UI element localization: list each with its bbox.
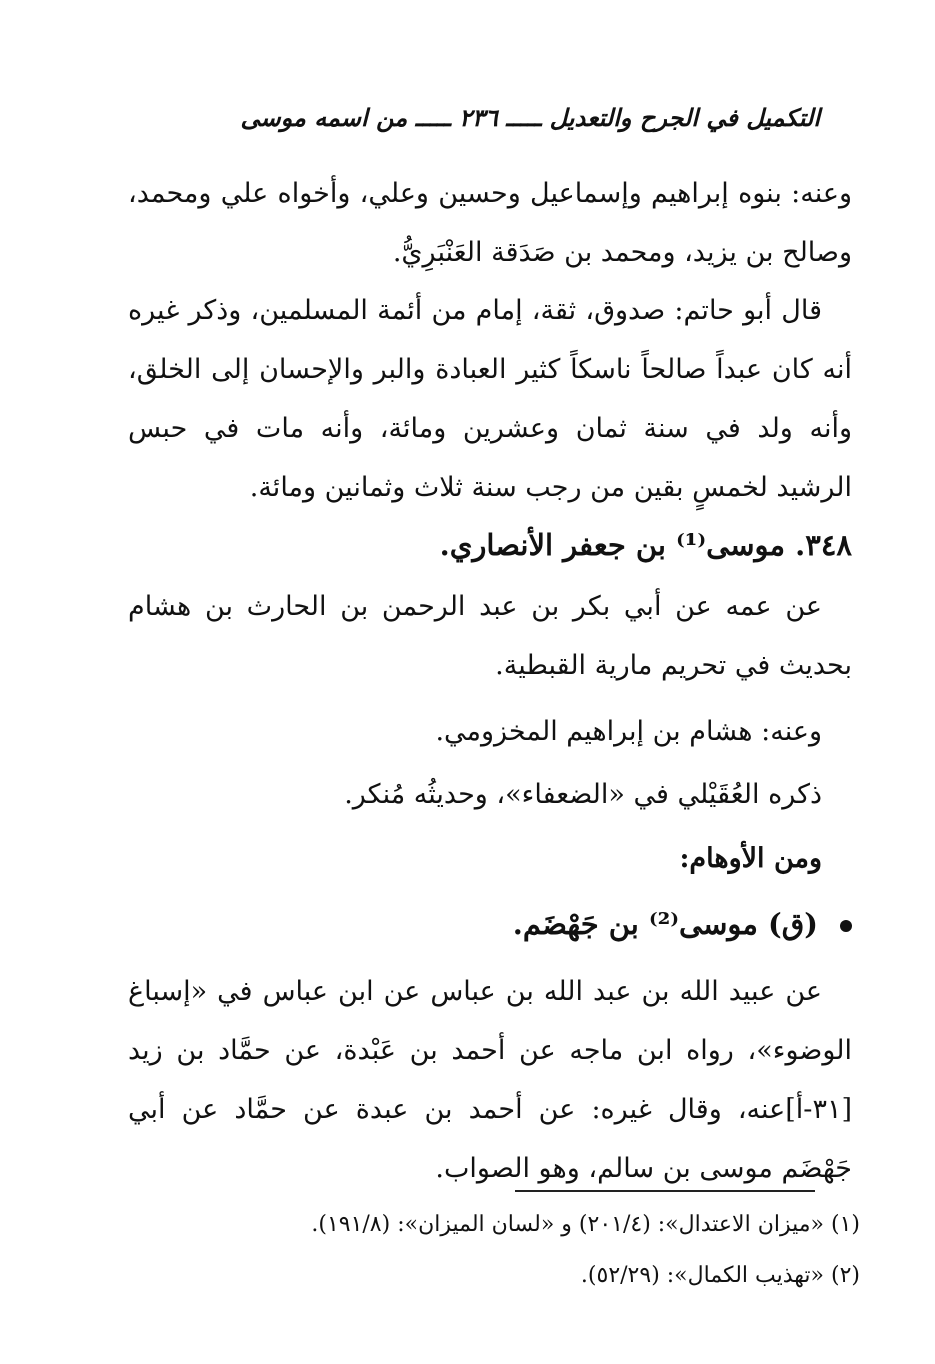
header-dash: ـــــ [407,103,451,132]
paragraph-uqayli: ذكره العُقَيْلي في «الضعفاء»، وحديثُه مُنكر. [344,779,822,810]
footnote-2: (٢) «تهذيب الكمال»: (٥٢/٢٩). [580,1263,860,1288]
running-header [160,100,820,136]
paragraph-ibn-majah: عن عبيد الله بن عبد الله بن عباس عن ابن عباس في «إسباغ الوضوء»، رواه ابن ماجه عن أحمد بن عَبْدة، عن حمَّاد بن زيد [٣١-أ]عنه، وقال غيره: عن أحمد بن عبدة عن حمَّاد عن أبي جَهْضَم موسى بن سالم، وهو الصواب. [128,976,852,1184]
bullet-icon [840,920,852,932]
paragraph-abu-hatim: قال أبو حاتم: صدوق، ثقة، إمام من أئمة المسلمين، وذكر غيره أنه كان عبداً صالحاً ناسكاً كثير العبادة والبر والإحسان إلى الخلق، وأنه ولد في سنة ثمان وعشرين ومائة، وأنه مات في حبس الرشيد لخمسٍ بقين من رجب سنة ثلاث وثمانين ومائة. [128,295,852,503]
paragraph-narration: عن عمه عن أبي بكر بن عبد الرحمن بن الحارث بن هشام بحديث في تحريم مارية القبطية. [128,591,852,681]
paragraph-students: وعنه: بنوه إبراهيم وإسماعيل وحسين وعلي، وأخواه علي ومحمد، وصالح بن يزيد، ومحمد بن صَدَقة العَنْبَرِيُّ. [128,178,852,268]
page-number: ٢٣٦ [459,103,498,132]
header-title: التكميل في الجرح والتعديل [549,103,820,132]
footnote-divider [515,1190,815,1192]
entry-heading-348: ٣٤٨. موسى⁽¹⁾ بن جعفر الأنصاري. [439,528,852,562]
header-section: من اسمه موسى [240,103,408,132]
entry-bullet-text: (ق) موسى⁽²⁾ بن جَهْضَم. [512,907,818,941]
header-dash: ـــــ [497,103,542,132]
footnote-1: (١) «ميزان الاعتدال»: (٢٠١/٤) و «لسان الميزان»: (١٩١/٨). [311,1212,860,1237]
section-heading-errors: ومن الأوهام: [679,843,822,874]
paragraph-narrators: وعنه: هشام بن إبراهيم المخزومي. [435,716,822,747]
entry-heading-bullet [128,895,852,954]
